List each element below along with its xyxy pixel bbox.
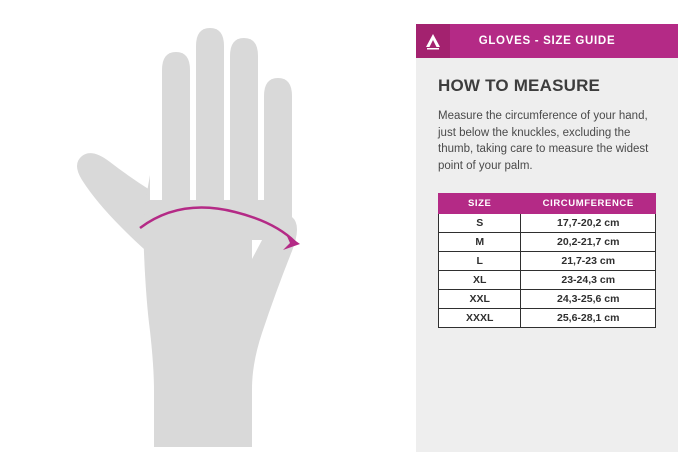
cell-size: S xyxy=(439,213,521,232)
panel-title: GLOVES - SIZE GUIDE xyxy=(478,35,616,47)
table-row xyxy=(439,232,656,251)
measure-instructions: Measure the circumference of your hand, just below the knuckles, excluding the thumb, taking care to measure the widest point of your palm. xyxy=(438,110,649,173)
cell-size: XXL xyxy=(439,289,521,308)
table-header-row xyxy=(439,193,656,213)
panel-header xyxy=(416,24,678,58)
cell-circumference: 17,7-20,2 cm xyxy=(521,213,656,232)
table-row xyxy=(439,251,656,270)
cell-size: XL xyxy=(439,270,521,289)
cell-circumference: 24,3-25,6 cm xyxy=(521,289,656,308)
cell-circumference: 23-24,3 cm xyxy=(521,270,656,289)
cell-circumference: 20,2-21,7 cm xyxy=(521,232,656,251)
table-row xyxy=(439,213,656,232)
cell-size: M xyxy=(439,232,521,251)
table-row xyxy=(439,270,656,289)
column-header-circumference: CIRCUMFERENCE xyxy=(521,193,656,213)
size-table xyxy=(438,193,656,328)
brand-a-logo-icon xyxy=(416,24,450,58)
column-header-size: SIZE xyxy=(439,193,521,213)
table-row xyxy=(439,308,656,327)
section-title: HOW TO MEASURE xyxy=(438,76,601,95)
size-guide-panel xyxy=(416,24,678,452)
cell-circumference: 21,7-23 cm xyxy=(521,251,656,270)
hand-shape xyxy=(77,28,297,447)
cell-circumference: 25,6-28,1 cm xyxy=(521,308,656,327)
panel-body xyxy=(416,58,678,328)
cell-size: L xyxy=(439,251,521,270)
cell-size: XXXL xyxy=(439,308,521,327)
table-row xyxy=(439,289,656,308)
